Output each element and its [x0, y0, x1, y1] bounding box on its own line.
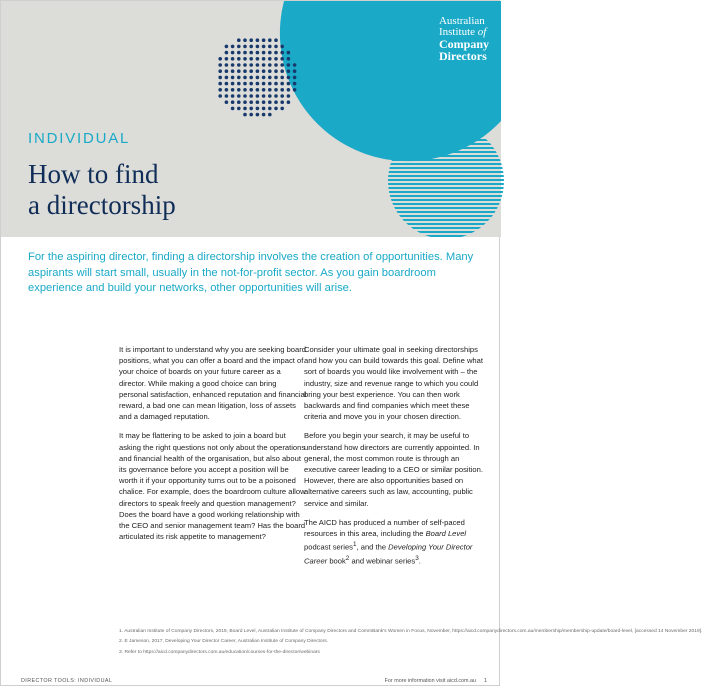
pattern-dot — [274, 57, 278, 61]
pattern-dot — [262, 63, 266, 67]
pattern-dot — [237, 76, 241, 80]
pattern-dot — [237, 45, 241, 49]
page-title — [28, 159, 176, 221]
pattern-dot — [268, 51, 272, 55]
pattern-dot — [225, 45, 229, 49]
pattern-dot — [287, 94, 291, 98]
pattern-dot — [243, 51, 247, 55]
pattern-dot — [237, 57, 241, 61]
pattern-dot — [268, 76, 272, 80]
pattern-dot — [274, 82, 278, 86]
stripe-line — [388, 147, 504, 149]
logo-line-4: Directors — [438, 49, 487, 63]
pattern-dot — [256, 57, 260, 61]
footnote: 1. Australian Institute of Company Directors, 2019, Board Level, Australian Institute of Company Directors and CommBank's Women in Focus, November, https://aicd.companydirectors.com.au/membership/membership-update/board-level, [accessed 14 November 2019]. — [119, 629, 702, 634]
pattern-dot — [293, 63, 297, 67]
pattern-dot — [249, 107, 253, 111]
pattern-dot — [287, 88, 291, 92]
pattern-dot — [274, 76, 278, 80]
pattern-dot — [274, 100, 278, 104]
body-paragraph-resources: The AICD has produced a number of self-paced resources in this area, including the Board Level podcast series$^1$, and the Developing Your Director Career book$^2$ and webinar series$^3$. — [304, 517, 473, 566]
pattern-dot — [237, 82, 241, 86]
pattern-dot — [225, 63, 229, 67]
pattern-dot — [274, 63, 278, 67]
pattern-dot — [231, 88, 235, 92]
category-label: INDIVIDUAL — [28, 130, 131, 147]
pattern-dot — [249, 94, 253, 98]
stripe-line — [388, 183, 504, 185]
footer-link-text: For more information visit aicd.com.au — [384, 678, 476, 684]
pattern-dot — [231, 100, 235, 104]
pattern-dot — [262, 113, 266, 117]
aicd-logo — [439, 16, 489, 62]
pattern-dot — [274, 38, 278, 42]
pattern-dot — [256, 45, 260, 49]
pattern-dot — [256, 94, 260, 98]
pattern-dot — [243, 63, 247, 67]
pattern-dot — [274, 94, 278, 98]
title-line-2: a directorship — [28, 190, 176, 220]
pattern-dot — [249, 51, 253, 55]
stripe-line — [388, 151, 504, 153]
pattern-dot — [274, 88, 278, 92]
pattern-dot — [280, 107, 284, 111]
pattern-dot — [231, 76, 235, 80]
pattern-dot — [256, 69, 260, 73]
pattern-dot — [268, 69, 272, 73]
pattern-dot — [231, 107, 235, 111]
body-paragraph: Consider your ultimate goal in seeking directorships and how you can build towards this goal. Define what sort of boards you would like involvement with – the industry, size and revenue range to which you could bring your best experience. You can then work backwards and find companies which meet these criteria and move you in your chosen direction. — [304, 345, 483, 422]
pattern-dot — [280, 88, 284, 92]
pattern-dot — [274, 69, 278, 73]
pattern-dot — [218, 69, 222, 73]
pattern-dot — [262, 51, 266, 55]
pattern-dot — [293, 76, 297, 80]
pattern-dot — [268, 57, 272, 61]
logo-line-1: Australian — [438, 15, 485, 27]
pattern-dot — [280, 100, 284, 104]
logo-line-2: Institute of — [438, 26, 487, 38]
pattern-dot — [249, 38, 253, 42]
pattern-dot — [262, 100, 266, 104]
pattern-dot — [268, 88, 272, 92]
pattern-dot — [274, 51, 278, 55]
pattern-dot — [256, 107, 260, 111]
pattern-dot — [287, 82, 291, 86]
pattern-dot — [262, 45, 266, 49]
pattern-dot — [231, 45, 235, 49]
pattern-dot — [256, 88, 260, 92]
pattern-dot — [280, 51, 284, 55]
intro-paragraph: For the aspiring director, finding a directorship involves the creation of opportunities. Many aspirants will start small, usually in the not-for-profit sector. As you gain boardroom experience and build your networks, other opportunities will arise. — [28, 251, 474, 294]
pattern-dot — [243, 69, 247, 73]
stripe-line — [388, 211, 504, 213]
footnote: 3. Refer to https://aicd.companydirectors.com.au/education/courses-for-the-director/webinars — [119, 649, 320, 655]
pattern-dot — [243, 94, 247, 98]
stripe-line — [388, 215, 504, 217]
pattern-dot — [237, 100, 241, 104]
pattern-dot — [256, 113, 260, 117]
pattern-dot — [249, 45, 253, 49]
logo-line-3: Company — [438, 37, 489, 51]
pattern-dot — [218, 63, 222, 67]
pattern-dot — [262, 94, 266, 98]
pattern-dot — [218, 94, 222, 98]
pattern-dot — [225, 94, 229, 98]
book-title: Developing Your Director Career — [304, 542, 473, 566]
stripe-line — [388, 187, 504, 189]
pattern-dot — [268, 113, 272, 117]
pattern-dot — [280, 45, 284, 49]
stripe-line — [388, 175, 504, 177]
pattern-dot — [256, 63, 260, 67]
pattern-dot — [249, 63, 253, 67]
pattern-dot — [237, 38, 241, 42]
pattern-dot — [231, 82, 235, 86]
stripe-line — [388, 163, 504, 165]
pattern-dot — [218, 57, 222, 61]
pattern-dot — [237, 94, 241, 98]
pattern-dot — [256, 38, 260, 42]
pattern-dot — [274, 107, 278, 111]
pattern-dot — [249, 82, 253, 86]
pattern-dot — [268, 82, 272, 86]
pattern-dot — [218, 82, 222, 86]
stripe-line — [388, 203, 504, 205]
pattern-dot — [237, 88, 241, 92]
pattern-dot — [243, 100, 247, 104]
body-paragraph: Before you begin your search, it may be useful to understand how directors are currently appointed. In general, the most common route is through an executive career leading to a CEO or similar position. However, there are also opportunities based on alternative careers such as law, accounting, public service and similar. — [304, 431, 483, 508]
pattern-dot — [287, 51, 291, 55]
pattern-dot — [256, 82, 260, 86]
pattern-dot — [274, 45, 278, 49]
pattern-dot — [243, 45, 247, 49]
pattern-dot — [268, 107, 272, 111]
pattern-dot — [231, 51, 235, 55]
pattern-dot — [218, 88, 222, 92]
stripe-line — [388, 195, 504, 197]
body-paragraph: It may be flattering to be asked to join a board but asking the right questions not only about the operations and financial health of the organisation, but also about its governance before you accept a position will be worth it if your opportunity turns out to be a poisoned chalice. For example, does the boardroom culture allow directors to speak freely and question management? Does the board have a good working relationship with the CEO and senior management team? Has the board articulated its risk appetite to management? — [119, 431, 306, 542]
pattern-dot — [280, 57, 284, 61]
pattern-dot — [280, 82, 284, 86]
podcast-title: Board Level — [425, 529, 467, 539]
pattern-dot — [218, 76, 222, 80]
pattern-dot — [262, 76, 266, 80]
pattern-dot — [287, 76, 291, 80]
pattern-dot — [237, 107, 241, 111]
pattern-dot — [243, 38, 247, 42]
pattern-dot — [293, 69, 297, 73]
pattern-dot — [280, 94, 284, 98]
stripe-line — [388, 207, 504, 209]
pattern-dot — [287, 69, 291, 73]
pattern-dot — [287, 57, 291, 61]
stripe-line — [388, 171, 504, 173]
pattern-dot — [225, 76, 229, 80]
pattern-dot — [237, 63, 241, 67]
body-paragraph: It is important to understand why you are seeking board positions, what you can offer a board and the impact of your choice of boards on your future career as a director. While making a good choice can bring personal satisfaction, enhanced reputation and financial reward, a bad one can mean litigation, loss of assets and a damaged reputation. — [119, 345, 307, 422]
pattern-dot — [243, 88, 247, 92]
pattern-dot — [243, 113, 247, 117]
pattern-dot — [268, 38, 272, 42]
pattern-dot — [237, 69, 241, 73]
pattern-dot — [280, 63, 284, 67]
title-line-1: How to find — [28, 159, 159, 189]
pattern-dot — [225, 100, 229, 104]
pattern-dot — [287, 63, 291, 67]
pattern-dot — [231, 94, 235, 98]
pattern-dot — [237, 51, 241, 55]
pattern-dot — [293, 88, 297, 92]
pattern-dot — [262, 107, 266, 111]
pattern-dot — [262, 69, 266, 73]
pattern-dot — [268, 45, 272, 49]
stripe-line — [388, 159, 504, 161]
pattern-dot — [243, 76, 247, 80]
pattern-dot — [268, 94, 272, 98]
stripe-line — [388, 199, 504, 201]
stripe-line — [388, 143, 504, 145]
pattern-dot — [249, 88, 253, 92]
pattern-dot — [268, 63, 272, 67]
pattern-dot — [243, 82, 247, 86]
pattern-dot — [249, 100, 253, 104]
stripe-line — [388, 179, 504, 181]
pattern-dot — [268, 100, 272, 104]
pattern-dot — [262, 88, 266, 92]
pattern-dot — [225, 82, 229, 86]
pattern-dot — [225, 88, 229, 92]
stripe-line — [388, 167, 504, 169]
pattern-dot — [231, 69, 235, 73]
pattern-dot — [287, 100, 291, 104]
pattern-dot — [231, 63, 235, 67]
pattern-dot — [249, 69, 253, 73]
pattern-dot — [262, 57, 266, 61]
pattern-dot — [256, 100, 260, 104]
pattern-dot — [243, 57, 247, 61]
pattern-dot — [280, 69, 284, 73]
footer-info — [377, 678, 487, 684]
pattern-dot — [225, 51, 229, 55]
body-column-right — [304, 344, 492, 575]
pattern-dot — [262, 82, 266, 86]
pattern-dot — [225, 57, 229, 61]
pattern-dot — [249, 113, 253, 117]
stripe-line — [388, 191, 504, 193]
page-number: 1 — [484, 678, 487, 684]
body-column-left — [119, 344, 307, 550]
pattern-dot — [249, 57, 253, 61]
pattern-dot — [249, 76, 253, 80]
pattern-dot — [243, 107, 247, 111]
stripe-line — [388, 219, 504, 221]
footer-section-label: DIRECTOR TOOLS: INDIVIDUAL — [21, 678, 113, 684]
pattern-dot — [262, 38, 266, 42]
stripe-line — [388, 155, 504, 157]
footnote: 2. E Jameson, 2017, Developing Your Director Career, Australian Institute of Company Directors. — [119, 639, 329, 645]
pattern-dot — [293, 82, 297, 86]
footnotes — [119, 628, 702, 659]
pattern-dot — [225, 69, 229, 73]
pattern-dot — [231, 57, 235, 61]
stripe-line — [388, 239, 504, 241]
pattern-dot — [256, 76, 260, 80]
pattern-dot — [280, 76, 284, 80]
pattern-dot — [256, 51, 260, 55]
